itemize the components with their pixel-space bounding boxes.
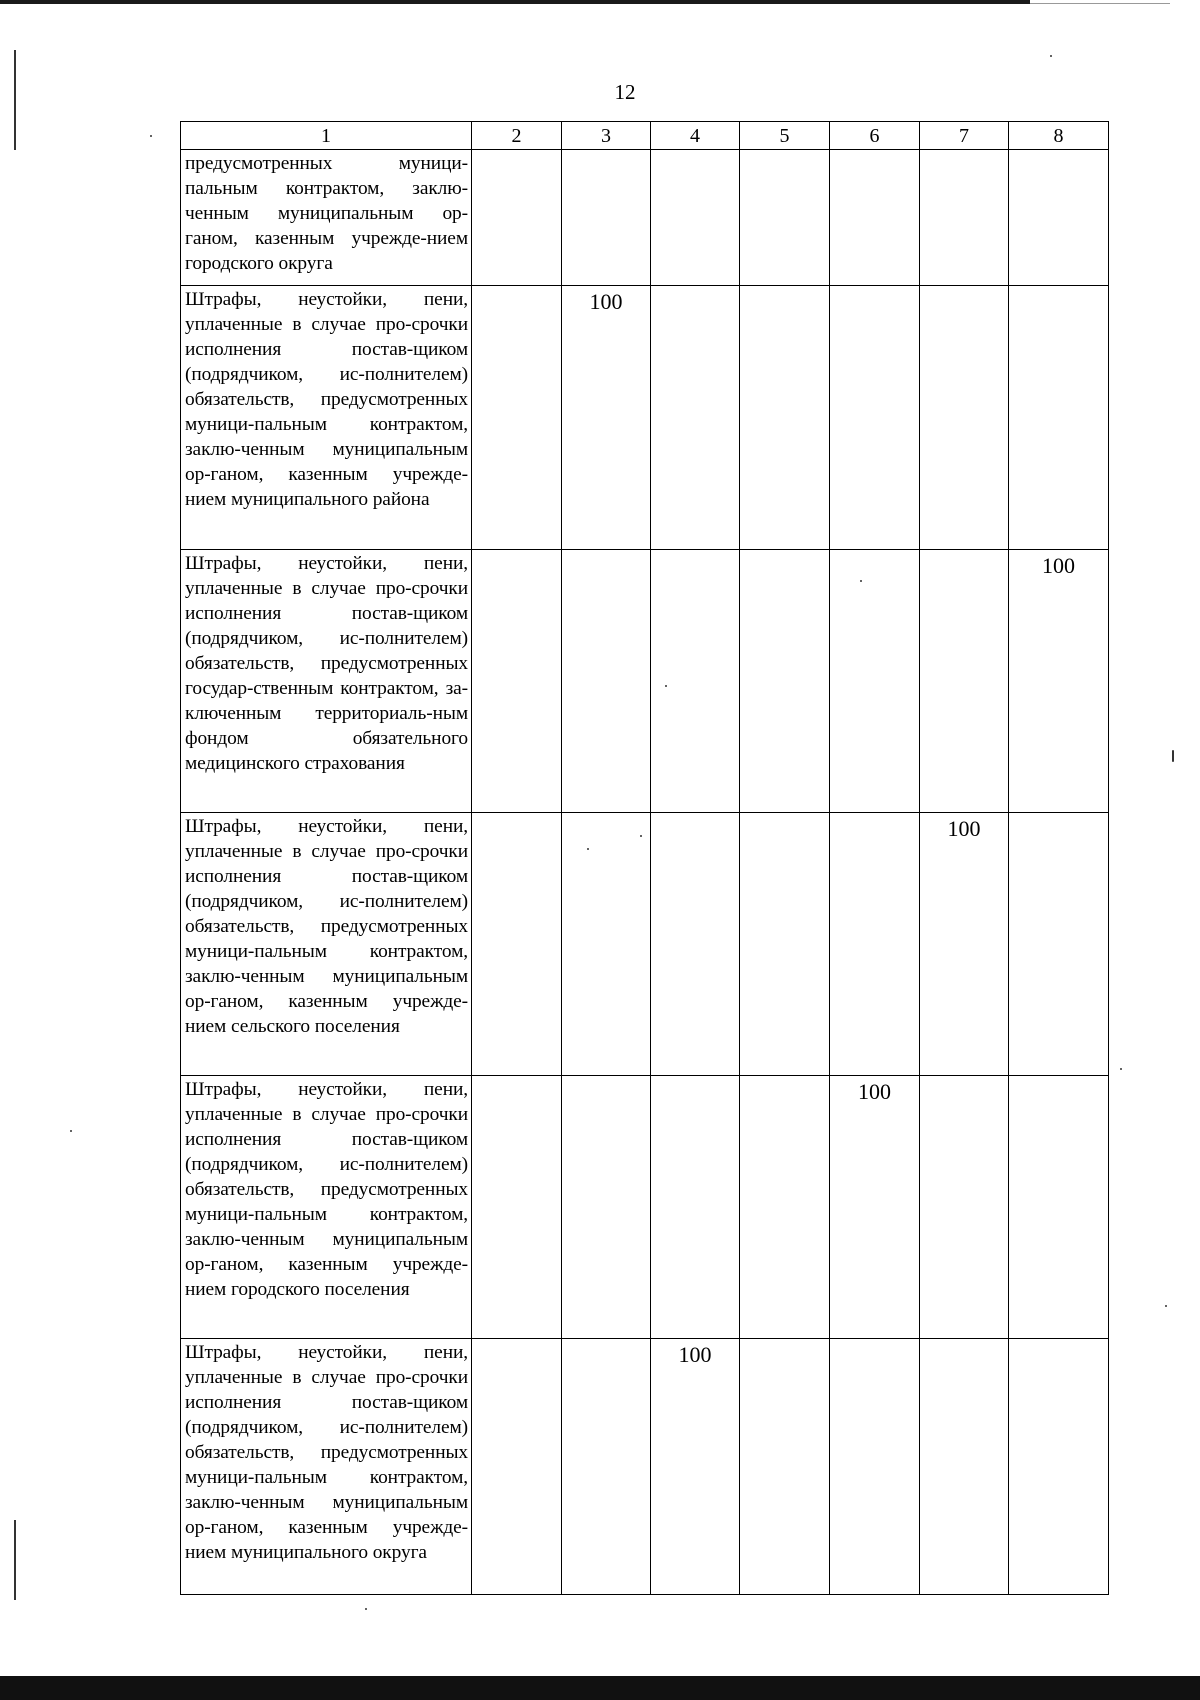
row-value [740, 813, 830, 1076]
scan-speck [1050, 55, 1052, 57]
page-number: 12 [614, 80, 636, 104]
column-header: 8 [1009, 122, 1109, 150]
row-value [830, 813, 920, 1076]
scan-left-edge-mark [14, 50, 16, 150]
scan-speck [365, 1608, 367, 1610]
row-value: 100 [1009, 550, 1109, 813]
scan-left-edge-mark [14, 1520, 16, 1600]
row-value [562, 550, 651, 813]
row-value [1009, 1339, 1109, 1595]
row-value [562, 150, 651, 286]
row-value [920, 550, 1009, 813]
column-header: 4 [651, 122, 740, 150]
table-row [181, 1339, 1109, 1595]
scan-border-top-faint [1030, 3, 1170, 4]
column-header: 7 [920, 122, 1009, 150]
table-row [181, 150, 1109, 286]
row-value [920, 1076, 1009, 1339]
row-value [651, 286, 740, 550]
row-value [472, 286, 562, 550]
row-description: предусмотренных муници-пальным контрактом, заклю-ченным муниципальным ор-ганом, казенным учрежде-нием городского округа [181, 150, 472, 286]
row-value [651, 550, 740, 813]
table-row [181, 550, 1109, 813]
scan-border-top [0, 0, 1030, 4]
column-header: 5 [740, 122, 830, 150]
column-header: 3 [562, 122, 651, 150]
row-value [1009, 286, 1109, 550]
row-value [830, 286, 920, 550]
row-value [830, 150, 920, 286]
row-value [740, 1339, 830, 1595]
scan-speck [1165, 1305, 1167, 1307]
row-value [830, 1339, 920, 1595]
row-value [651, 813, 740, 1076]
column-header: 1 [181, 122, 472, 150]
row-value [740, 150, 830, 286]
row-value [651, 150, 740, 286]
row-value: 100 [651, 1339, 740, 1595]
row-description: Штрафы, неустойки, пени, уплаченные в случае про-срочки исполнения постав-щиком (подрядчиком, ис-полнителем) обязательств, предусмотренных муници-пальным контрактом, заклю-ченным муниципальным ор-ганом, казенным учрежде-нием городского поселения [181, 1076, 472, 1339]
scan-border-bottom [0, 1676, 1200, 1700]
row-value [1009, 150, 1109, 286]
scan-speck [150, 135, 152, 137]
row-value [472, 1339, 562, 1595]
row-value [472, 813, 562, 1076]
row-value [562, 813, 651, 1076]
row-value [472, 150, 562, 286]
row-value [740, 550, 830, 813]
row-value: 100 [830, 1076, 920, 1339]
row-value [830, 550, 920, 813]
row-value [740, 286, 830, 550]
row-description: Штрафы, неустойки, пени, уплаченные в случае про-срочки исполнения постав-щиком (подрядчиком, ис-полнителем) обязательств, предусмотренных муници-пальным контрактом, заклю-ченным муниципальным ор-ганом, казенным учрежде-нием муниципального округа [181, 1339, 472, 1595]
table-row [181, 1076, 1109, 1339]
scan-speck [70, 1130, 72, 1132]
row-value: 100 [562, 286, 651, 550]
row-value [740, 1076, 830, 1339]
row-description: Штрафы, неустойки, пени, уплаченные в случае про-срочки исполнения постав-щиком (подрядчиком, ис-полнителем) обязательств, предусмотренных муници-пальным контрактом, заклю-ченным муниципальным ор-ганом, казенным учрежде-нием муниципального района [181, 286, 472, 550]
row-description: Штрафы, неустойки, пени, уплаченные в случае про-срочки исполнения постав-щиком (подрядчиком, ис-полнителем) обязательств, предусмотренных муници-пальным контрактом, заклю-ченным муниципальным ор-ганом, казенным учрежде-нием сельского поселения [181, 813, 472, 1076]
scan-speck [1120, 1068, 1122, 1070]
table-row [181, 286, 1109, 550]
row-value [1009, 1076, 1109, 1339]
row-value [920, 150, 1009, 286]
row-value [920, 1339, 1009, 1595]
table-row [181, 813, 1109, 1076]
row-value [920, 286, 1009, 550]
table-header-row [181, 122, 1109, 150]
scan-speck [1172, 750, 1174, 762]
row-value: 100 [920, 813, 1009, 1076]
column-header: 2 [472, 122, 562, 150]
row-value [1009, 813, 1109, 1076]
data-table [180, 121, 1109, 1595]
row-value [562, 1339, 651, 1595]
column-header: 6 [830, 122, 920, 150]
row-value [651, 1076, 740, 1339]
row-value [562, 1076, 651, 1339]
row-description: Штрафы, неустойки, пени, уплаченные в случае про-срочки исполнения постав-щиком (подрядчиком, ис-полнителем) обязательств, предусмотренных государ-ственным контрактом, за-ключенным территориаль-ным фондом обязательного медицинского страхования [181, 550, 472, 813]
row-value [472, 1076, 562, 1339]
row-value [472, 550, 562, 813]
